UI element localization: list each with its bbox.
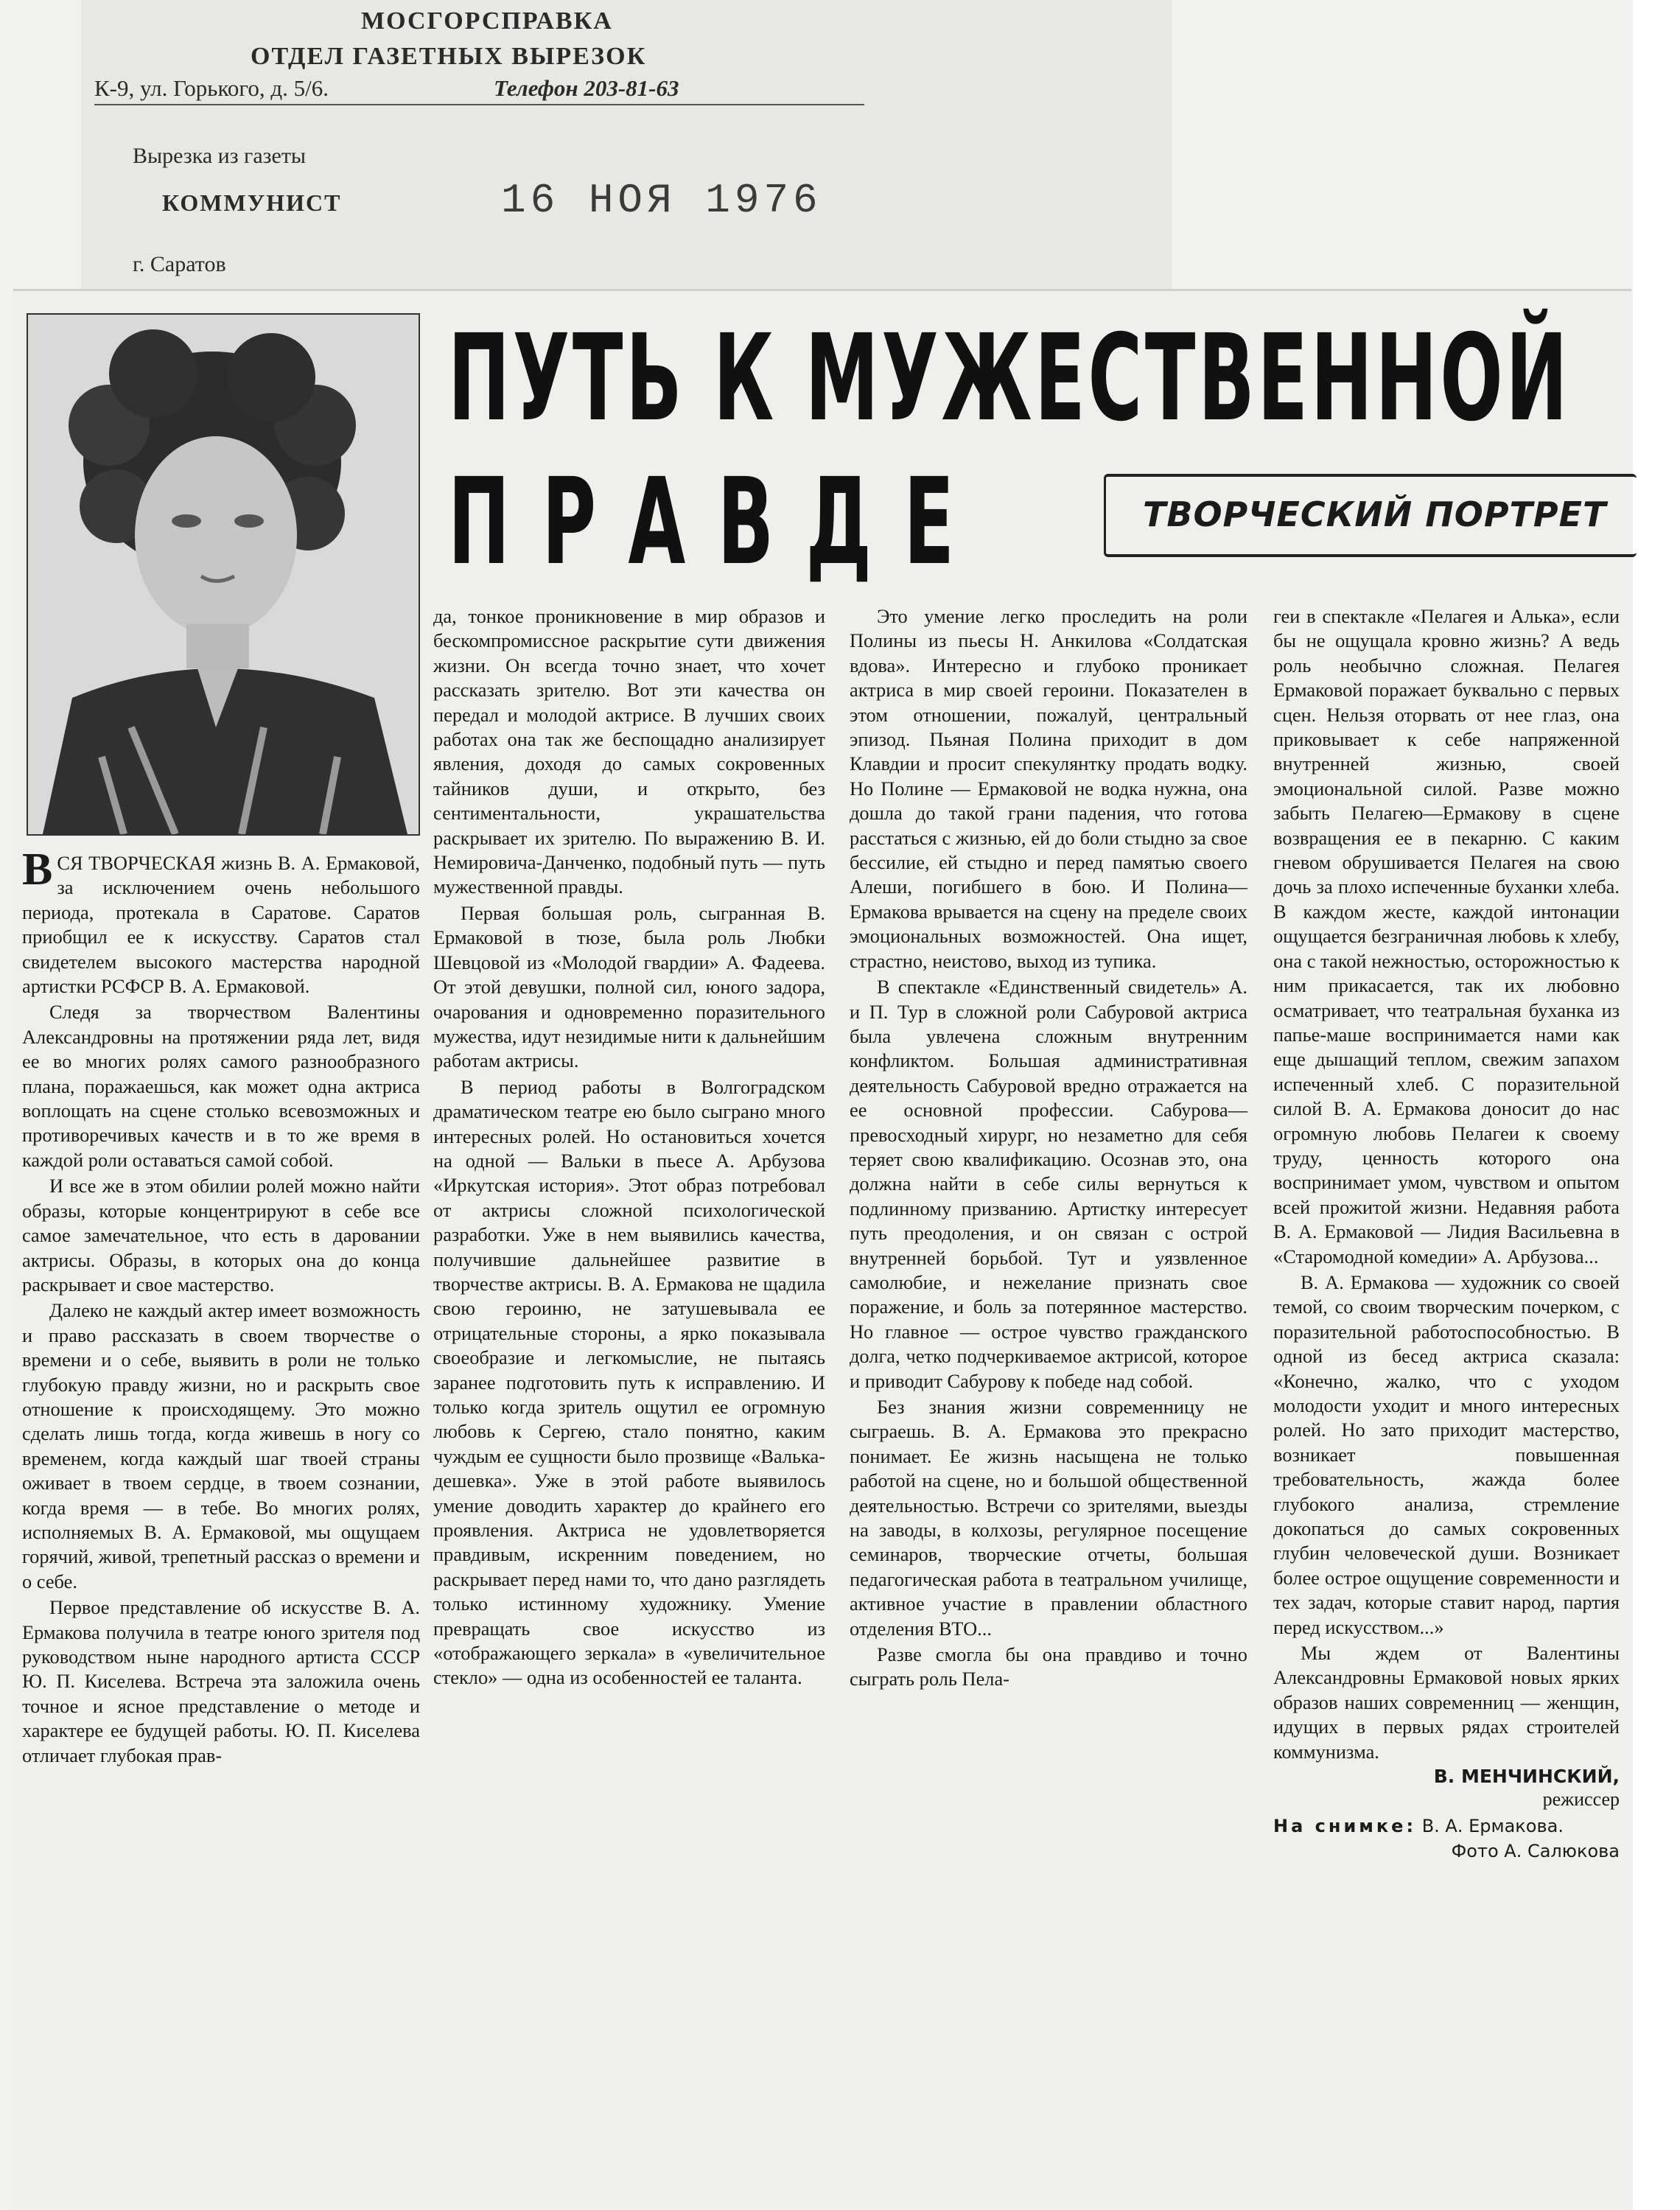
rubric-box	[1104, 474, 1637, 557]
paragraph: В. А. Ермакова — художник со своей темой, со своим творческим почерком, с поразительной работоспособностью. В одной из бесед актриса сказала: «Конечно, жалко, что с уходом молодости уходит и много интересных ролей. Но зато приходит мастерство, возникает повышенная требовательность, жажда более глубокого анализа, стремление докопаться до самых сокровенных глубин человеческой души. Возникает более острое ощущение современности и тех задач, которые ставит народ, партия перед искусством...»	[1273, 1270, 1620, 1638]
headline-line-1: ПУТЬ К МУЖЕСТВЕННОЙ	[448, 310, 1571, 448]
paragraph: геи в спектакле «Пелагея и Алька», если бы не ощущала кровно жизнь? А ведь роль необычно сложная. Пелагея Ермаковой поражает буквально с первых сцен. Нельзя оторвать от нее глаз, она приковывает к себе напряженной внутренней жизнью, своей эмоциональной силой. Разве можно забыть Пелагею—Ермакову в сцене возвращения ее в пекарню. С каким гневом обрушивается Пелагея на свою дочь за плохо испеченные буханки хлеба. В каждом жесте, каждой интонации ощущается безграничная любовь к хлебу, она с такой нежностью, осторожностью к ним прикасается, так их любовно осматривает, что театральная буханка из папье-маше воспринимается нами как еще дышащий теплом, свежим запахом испеченный хлеб. С поразительной силой В. А. Ермакова доносит до нас огромную любовь Пелагеи к своему труду, ценность которого она воспринимает умом, чувством и опытом всей прожитой жизни. Недавняя работа В. А. Ермаковой — Лидия Васильевна в «Старомодной комедии» А. Арбузова...	[1273, 605, 1620, 1267]
paragraph: Первое представление об искусстве В. А. Ермакова получила в театре юного зрителя под руководством ныне народного артиста СССР Ю. П. Киселева. Встреча эта заложила очень точное и ясное представление о методе и характере ее будущей работы. Ю. П. Киселева отличает глубокая прав-	[22, 1596, 420, 1766]
caption-text: В. А. Ермакова.	[1421, 1816, 1564, 1837]
author-signature: В. МЕНЧИНСКИЙ,	[1433, 1766, 1620, 1788]
stamp-city: г. Саратов	[133, 252, 226, 276]
paragraph: Далеко не каждый актер имеет возможность и право рассказать в своем творчестве о времени и о себе, выявить в роли не только глубокую правду жизни, но и раскрыть свое отношение к происходящему. Это можно сделать лишь тогда, когда живешь в ногу со временем, когда каждый шаг твоей страны оживает в твоем сердце, в твоем сознании, когда время — в тебе. Во многих ролях, исполняемых В. А. Ермаковой, мы ощущаем горячий, живой, трепетный рассказ о времени и о себе.	[22, 1299, 420, 1592]
paragraph-text: СЯ ТВОРЧЕСКАЯ жизнь В. А. Ермаковой, за исключением очень небольшого периода, протекала в Саратове. Саратов приобщил ее к искусству. Саратов стал свидетелем высокого мастерства народной артистки РСФСР В. А. Ермаковой.	[22, 852, 420, 998]
photo-caption	[1273, 1814, 1620, 1839]
photo-credit: Фото А. Салюкова	[1451, 1841, 1620, 1862]
paragraph: В период работы в Волгоградском драматическом театре ею было сыграно много интересных ролей. Но остановиться хочется на одной — Вальки в пьесе А. Арбузова «Иркутская история». Этот образ потребовал от актрисы сложной психологической разработки. Уже в нем выявились качества, получившие дальнейшее развитие в творчестве актрисы. В. А. Ермакова не щадила свою героиню, не затушевывала ее отрицательные стороны, а ярко показывала своеобразие и легкомыслие, не пытаясь заранее подготовить путь к исправлению. И только когда зритель ощутил ее огромную любовь к Сергею, стало понятно, каким чуждым ее сущности было прозвище «Валька-дешевка». Уже в этой работе выявилось умение доводить характер до крайнего его проявления. Актриса не удовлетворяется правдивым, искренним поведением, но раскрывает перед нами то, что дано разглядеть только истинному художнику. Умение превращать свое искусство из «отображающего зеркала» в «увеличительное стекло» — одна из особенностей ее таланта.	[433, 1075, 825, 1689]
rubric-label: ТВОРЧЕСКИЙ ПОРТРЕТ	[1143, 494, 1607, 534]
paragraph	[22, 845, 420, 999]
page-margin	[1633, 0, 1680, 2210]
paragraph: В спектакле «Единственный свидетель» А. и П. Тур в сложной роли Сабуровой актриса была увлечена сложным внутренним конфликтом. Большая административная деятельность Сабуровой вредно отражается на ее основной профессии. Сабурова—превосходный хирург, но незаметно для себя теряет свою квалификацию. Осознав это, она должна найти в себе силы вернуться к подлинному призванию. Артистку интересует путь преодоления, и он связан с острой внутренней борьбой. Тут и уязвленное самолюбие, и нежелание признать свое поражение, и боль за потерянное мастерство. Но главное — острое чувство гражданского долга, четко подчеркиваемое актрисой, которое и приводит Сабурову к победе над собой.	[850, 976, 1247, 1392]
paragraph: Разве смогла бы она правдиво и точно сыграть роль Пела-	[850, 1643, 1247, 1690]
stamp-org: МОСГОРСПРАВКА	[361, 7, 613, 35]
portrait-photo	[27, 313, 420, 836]
stamp-date: 16 НОЯ 1976	[501, 177, 822, 224]
paragraph: да, тонкое проникновение в мир образов и бескомпромиссное раскрытие сути движения жизни. Он всегда точно знает, что хочет рассказать зрителю. Вот эти качества он передал и молодой актрисе. В лучших своих работах она так же беспощадно анализирует явления, доходя до самых сокровенных тайников души, и открыто, без сентиментальности, украшательства раскрывает их зрителю. По выражению В. И. Немировича-Данченко, подобный путь — путь мужественной правды.	[433, 605, 825, 898]
column-1	[22, 845, 420, 1768]
paragraph: Это умение легко проследить на роли Полины из пьесы Н. Анкилова «Солдатская вдова». Интересно и глубоко проникает актриса в мир своей героини. Показателен в этом отношении, пожалуй, центральный эпизод. Пьяная Полина приходит в дом Клавдии и просит спекулянтку продать водку. Но Полине — Ермаковой не водка нужна, она дошла до такой грани падения, что готова расстаться с жизнью, ей до боли стыдно за свое бессилие, ей стыдно и перед памятью своего Алеши, погибшего в бою. И Полина—Ермакова врывается на сцену на пределе своих эмоциональных возможностей. Она ищет, страстно, неистово, выход из тупика.	[850, 605, 1247, 972]
article-clipping	[13, 289, 1631, 2207]
column-3	[850, 604, 1247, 1692]
stamp-rule	[94, 104, 864, 105]
portrait-image	[28, 315, 419, 834]
author-role: режиссер	[1542, 1788, 1620, 1811]
stamp-dept: ОТДЕЛ ГАЗЕТНЫХ ВЫРЕЗОК	[251, 43, 647, 70]
stamp-address: К-9, ул. Горького, д. 5/6.	[94, 75, 329, 101]
paragraph: Без знания жизни современницу не сыграешь. В. А. Ермакова это прекрасно понимает. Ее жизнь насыщена не только работой на сцене, но и большой общественной деятельностью. Встречи со зрителями, выезды на заводы, в колхозы, регулярное посещение семинаров, творческие отчеты, большая педагогическая работа в театральном училище, активное участие в правлении областного отделения ВТО...	[850, 1396, 1247, 1640]
headline-line-2: ПРАВДЕ	[448, 453, 987, 592]
caption-label: На снимке:	[1273, 1816, 1417, 1837]
paragraph: Следя за творчеством Валентины Александровны на протяжении ряда лет, видя ее во многих ролях самого разнообразного плана, поражаешься, как может одна актриса воплощать на сцене столько всевозможных и противоречивых качеств и в то же время в каждой роли оставаться самой собой.	[22, 1001, 420, 1171]
drop-cap: В	[22, 845, 53, 895]
stamp-cutting-label: Вырезка из газеты	[133, 144, 307, 168]
column-2	[433, 604, 825, 1690]
paragraph: И все же в этом обилии ролей можно найти образы, которые концентрируют в себе все самое замечательное, что есть в даровании актрисы. Образы, в которых она до конца раскрывает и свое мастерство.	[22, 1175, 420, 1295]
stamp-phone: Телефон 203-81-63	[494, 75, 679, 101]
paragraph: Первая большая роль, сыгранная В. Ермаковой в тюзе, была роль Любки Шевцовой из «Молодой гвардии» А. Фадеева. От этой девушки, полной сил, юного задора, очарования и одновременно поразительного мужества, идут незидимые нити к дальнейшим работам актрисы.	[433, 901, 825, 1072]
archive-stamp	[81, 0, 1172, 291]
paragraph: Мы ждем от Валентины Александровны Ермаковой новых ярких образов наших современниц — женщин, идущих в первых рядах строителей коммунизма.	[1273, 1642, 1620, 1763]
column-4	[1273, 604, 1620, 1864]
stamp-newspaper: КОММУНИСТ	[162, 189, 342, 216]
